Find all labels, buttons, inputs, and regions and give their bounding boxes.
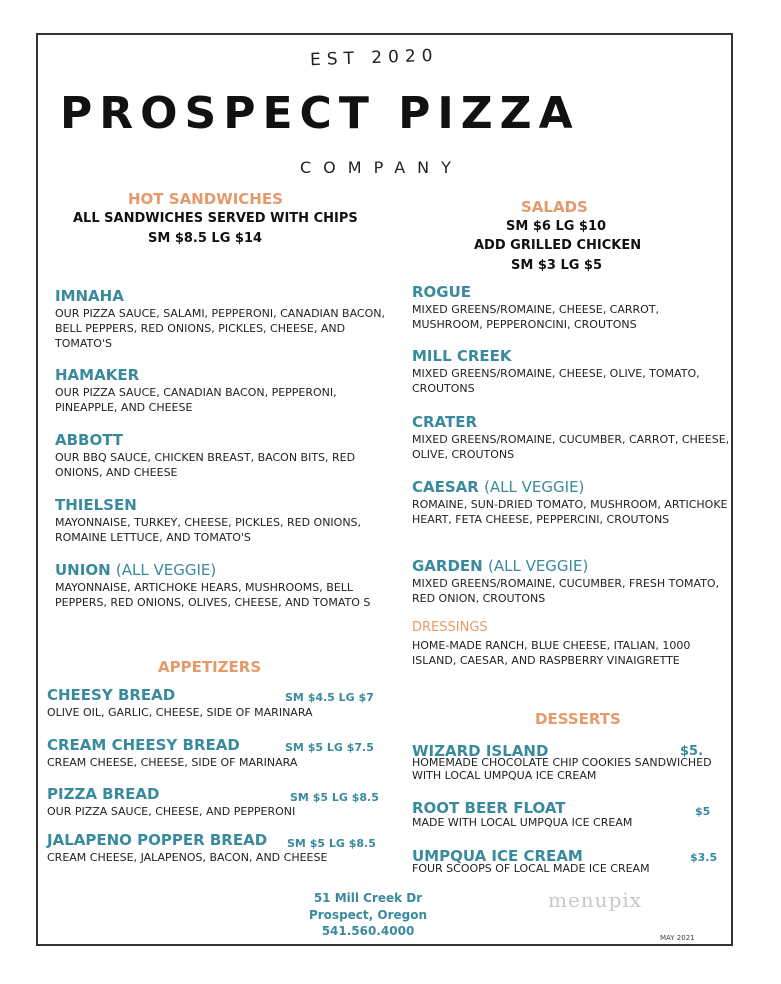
hot-sandwiches-heading: HOT SANDWICHES	[128, 190, 283, 208]
item-cheesy-bread-price: SM $4.5 LG $7	[285, 691, 374, 704]
item-caesar: CAESAR (ALL VEGGIE)	[412, 478, 585, 496]
restaurant-title: PROSPECT PIZZA	[60, 88, 580, 139]
item-imnaha: IMNAHA	[55, 287, 124, 305]
address-line-2: Prospect, Oregon	[308, 908, 428, 922]
item-cream-cheesy-bread-desc: CREAM CHEESE, CHEESE, SIDE OF MARINARA	[47, 756, 298, 769]
sandwich-note: ALL SANDWICHES SERVED WITH CHIPS	[73, 211, 358, 226]
item-rogue: ROGUE	[412, 283, 472, 301]
item-caesar-desc: ROMAINE, SUN-DRIED TOMATO, MUSHROOM, ARTICHOKE HEART, FETA CHEESE, PEPPERCINI, CROUTONS	[412, 498, 728, 526]
item-crater-desc: MIXED GREENS/ROMAINE, CUCUMBER, CARROT, CHEESE, OLIVE, CROUTONS	[412, 433, 730, 461]
item-abbott: ABBOTT	[55, 431, 124, 449]
item-garden: GARDEN (ALL VEGGIE)	[412, 557, 589, 575]
item-cream-cheesy-bread: CREAM CHEESY BREAD	[47, 736, 240, 754]
item-pizza-bread-desc: OUR PIZZA SAUCE, CHEESE, AND PEPPERONI	[47, 805, 296, 818]
item-mill-creek: MILL CREEK	[412, 347, 512, 365]
item-hamaker-desc: OUR PIZZA SAUCE, CANADIAN BACON, PEPPERONI, PINEAPPLE, AND CHEESE	[55, 386, 337, 414]
item-thielsen-desc: MAYONNAISE, TURKEY, CHEESE, PICKLES, RED ONIONS, ROMAINE LETTUCE, AND TOMATO'S	[55, 516, 362, 544]
item-pizza-bread: PIZZA BREAD	[47, 785, 160, 803]
salad-chicken-price: SM $3 LG $5	[511, 258, 603, 273]
item-imnaha-desc: OUR PIZZA SAUCE, SALAMI, PEPPERONI, CANADIAN BACON, BELL PEPPERS, RED ONIONS, PICKLES, CHEESE, AND TOMATO'S	[55, 307, 385, 350]
item-wizard-island: WIZARD ISLAND	[412, 742, 549, 760]
item-root-beer-float-price: $5	[695, 805, 711, 818]
appetizers-heading: APPETIZERS	[158, 658, 262, 676]
desserts-heading: DESSERTS	[535, 710, 621, 728]
item-cheesy-bread-desc: OLIVE OIL, GARLIC, CHEESE, SIDE OF MARINARA	[47, 706, 313, 719]
item-union-desc: MAYONNAISE, ARTICHOKE HEARS, MUSHROOMS, BELL PEPPERS, RED ONIONS, OLIVES, CHEESE, AND TOMATO S	[55, 581, 371, 609]
item-wizard-island-desc: HOMEMADE CHOCOLATE CHIP COOKIES SANDWICHED WITH LOCAL UMPQUA ICE CREAM	[412, 756, 712, 782]
dressings-desc: HOME-MADE RANCH, BLUE CHEESE, ITALIAN, 1000 ISLAND, CAESAR, AND RASPBERRY VINAIGRETTE	[412, 639, 691, 667]
item-jalapeno-popper-bread-desc: CREAM CHEESE, JALAPENOS, BACON, AND CHEESE	[47, 851, 328, 864]
item-wizard-island-price: $5.	[680, 744, 704, 759]
item-abbott-desc: OUR BBQ SAUCE, CHICKEN BREAST, BACON BITS, RED ONIONS, AND CHEESE	[55, 451, 356, 479]
item-pizza-bread-price: SM $5 LG $8.5	[290, 791, 379, 804]
company-label: COMPANY	[300, 158, 463, 177]
salad-price: SM $6 LG $10	[506, 219, 607, 234]
watermark: menupix	[548, 888, 643, 912]
salad-chicken-note: ADD GRILLED CHICKEN	[474, 238, 642, 253]
sandwich-price: SM $8.5 LG $14	[148, 231, 263, 246]
item-cheesy-bread: CHEESY BREAD	[47, 686, 176, 704]
dressings-heading: DRESSINGS	[412, 620, 488, 635]
item-umpqua-ice-cream-desc: FOUR SCOOPS OF LOCAL MADE ICE CREAM	[412, 862, 650, 875]
item-jalapeno-popper-bread-price: SM $5 LG $8.5	[287, 837, 376, 850]
item-umpqua-ice-cream: UMPQUA ICE CREAM	[412, 847, 583, 865]
menu-date: MAY 2021	[660, 934, 695, 942]
item-cream-cheesy-bread-price: SM $5 LG $7.5	[285, 741, 374, 754]
item-union: UNION (ALL VEGGIE)	[55, 561, 217, 579]
phone-number: 541.560.4000	[321, 924, 415, 938]
item-thielsen: THIELSEN	[55, 496, 137, 514]
item-root-beer-float: ROOT BEER FLOAT	[412, 799, 566, 817]
item-jalapeno-popper-bread: JALAPENO POPPER BREAD	[47, 831, 268, 849]
item-root-beer-float-desc: MADE WITH LOCAL UMPQUA ICE CREAM	[412, 816, 633, 829]
item-umpqua-ice-cream-price: $3.5	[690, 851, 718, 864]
item-crater: CRATER	[412, 413, 478, 431]
item-mill-creek-desc: MIXED GREENS/ROMAINE, CHEESE, OLIVE, TOMATO, CROUTONS	[412, 367, 700, 395]
item-garden-desc: MIXED GREENS/ROMAINE, CUCUMBER, FRESH TOMATO, RED ONION, CROUTONS	[412, 577, 720, 605]
salads-heading: SALADS	[521, 198, 588, 216]
est-year: EST 2020	[309, 45, 439, 71]
address-line-1: 51 Mill Creek Dr	[313, 891, 423, 905]
item-hamaker: HAMAKER	[55, 366, 140, 384]
item-rogue-desc: MIXED GREENS/ROMAINE, CHEESE, CARROT, MUSHROOM, PEPPERONCINI, CROUTONS	[412, 303, 660, 331]
